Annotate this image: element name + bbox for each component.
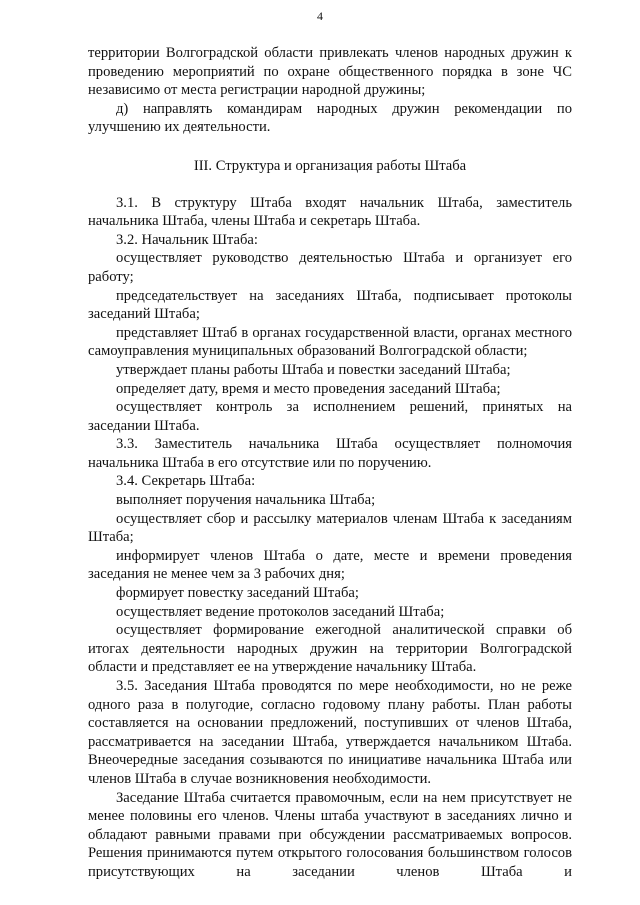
paragraph: представляет Штаб в органах государственной власти, органах местного самоуправления муниципальных образований Волгоградской области; [88, 324, 572, 360]
paragraph: осуществляет сбор и рассылку материалов членам Штаба к заседаниям Штаба; [88, 510, 572, 546]
paragraph: 3.4. Секретарь Штаба: [116, 473, 256, 490]
paragraph: 3.5. Заседания Штаба проводятся по мере необходимости, но не реже одного раза в полугодие, согласно годовому плану работы. План работы составляется на основании предложений, поступивших от членов Штаба, рассматривается на заседании Штаба, утверждается начальником Штаба. Внеочередные заседания созываются по инициативе начальника Штаба или членов Штаба в случае возникновения необходимости. [88, 678, 572, 787]
paragraph: информирует членов Штаба о дате, месте и времени проведения заседания не менее чем за 3 рабочих дня; [88, 547, 572, 583]
document-body [88, 44, 572, 882]
section-heading: III. Структура и организация работы Штаба [193, 157, 467, 174]
paragraph: формирует повестку заседаний Штаба; [116, 585, 359, 602]
paragraph: д) направлять командирам народных дружин рекомендации по улучшению их деятельности. [88, 100, 572, 136]
paragraph: председательствует на заседаниях Штаба, подписывает протоколы заседаний Штаба; [88, 287, 572, 323]
paragraph: осуществляет формирование ежегодной аналитической справки об итогах деятельности народных дружин на территории Волгоградской области и представляет ее на утверждение начальнику Штаба. [88, 622, 572, 676]
paragraph: осуществляет ведение протоколов заседаний Штаба; [116, 603, 445, 620]
paragraph: 3.1. В структуру Штаба входят начальник Штаба, заместитель начальника Штаба, члены Штаба и секретарь Штаба. [88, 194, 572, 230]
paragraph: утверждает планы работы Штаба и повестки заседаний Штаба; [116, 361, 511, 378]
paragraph: выполняет поручения начальника Штаба; [116, 492, 376, 509]
paragraph: осуществляет контроль за исполнением решений, принятых на заседании Штаба. [88, 399, 572, 434]
paragraph: определяет дату, время и место проведения заседаний Штаба; [116, 380, 501, 397]
paragraph: осуществляет руководство деятельностью Штаба и организует его работу; [88, 250, 572, 285]
paragraph: 3.2. Начальник Штаба: [116, 231, 258, 248]
page-number: 4 [317, 9, 323, 23]
paragraph: Заседание Штаба считается правомочным, если на нем присутствует не менее половины его членов. Члены штаба участвуют в заседаниях лично и обладают равными правами при обсуждении рассматриваемых вопросов. Решения принимаются путем открытого голосования большинством голосов присутствующих на заседании членов Штаба и [88, 789, 572, 880]
paragraph: 3.3. Заместитель начальника Штаба осуществляет полномочия начальника Штаба в его отсутствие или по поручению. [88, 436, 572, 471]
paragraph: территории Волгоградской области привлекать членов народных дружин к проведению мероприятий по охране общественного порядка в зоне ЧС независимо от места регистрации народной дружины; [88, 45, 572, 99]
